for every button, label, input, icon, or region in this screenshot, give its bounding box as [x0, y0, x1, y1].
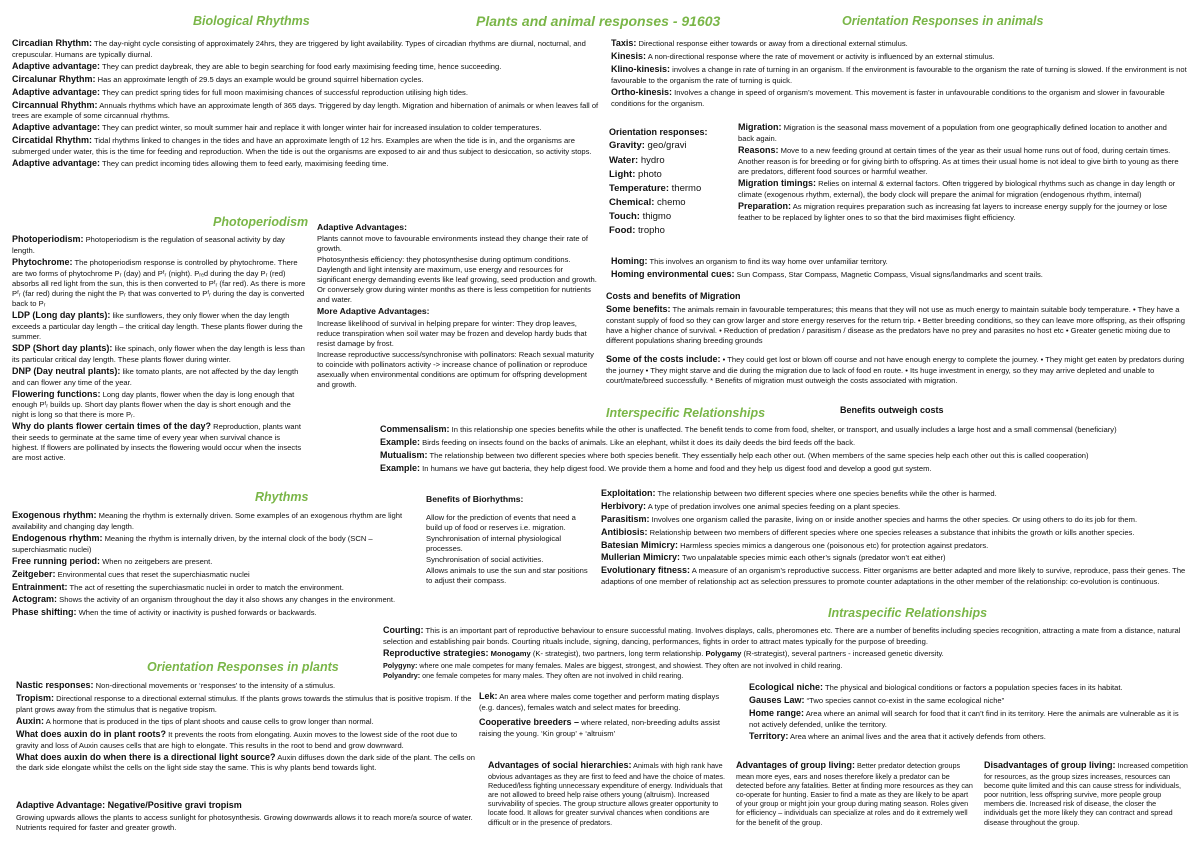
heading-biological-rhythms: Biological Rhythms: [193, 14, 310, 28]
gravitropism-title: Adaptive Advantage: Negative/Positive gravi tropism: [16, 800, 242, 810]
plant-entry: Auxin: A hormone that is produced in the tips of plant shoots and cause cells to grow longer than normal.: [16, 715, 374, 726]
gravitropism-text: Growing upwards allows the plants to access sunlight for photosynthesis. Growing downwards allows it to reach more/a source of water. Nutrients required for faster and greater growth.: [16, 812, 473, 832]
migration-entry: Reasons: Move to a new feeding ground at certain times of the year as their usual home runs out of food, during certain times. Another reason is for breeding or for giving birth to offspring. As at times their usual home is not ideal to give birth to young as there are predators, different food sources or harmful weather.: [738, 144, 1179, 176]
heading-orientation-animals: Orientation Responses in animals: [842, 14, 1044, 28]
adaptive-advantages-title: Adaptive Advantages:: [317, 222, 407, 232]
page-title: Plants and animal responses - 91603: [476, 13, 721, 29]
animal-entry: Ortho-kinesis: Involves a change in speed of organism’s movement. This movement is faster in unfavourable conditions to the organism and slower in favourable conditions for the organism.: [611, 86, 1165, 108]
biorhythms-benefits-section: [426, 494, 591, 587]
migration-section: [738, 122, 1183, 224]
lek-entry: Lek: An area where males come together and perform mating displays (e.g. dances), females watch and select mates for breeding.: [479, 691, 720, 712]
migration-entry: Migration: Migration is the seasonal mass movement of a population from one geographically defined location to another and back again.: [738, 122, 1167, 143]
orientation-item: Touch: thigmo: [609, 210, 672, 222]
adaptive-text: Increase reproductive success/synchronise with pollinators: Reach sexual maturity to coincide with pollinators activity -> increase chance of pollination or reproduce asexually when environmental conditions are optimum for offspring development and growth.: [317, 349, 594, 389]
interspecific-section: [380, 424, 1190, 476]
animal-responses-section: [611, 38, 1191, 110]
adaptive-advantages-section: [317, 222, 597, 391]
interspecific-entry: Example: Birds feeding on insects found on the backs of animals. Like an elephant, whilst it does its daily deeds the bird feeds off the back.: [380, 436, 856, 447]
photo-entry: Photoperiodism: Photoperiodism is the regulation of seasonal activity by day length.: [12, 234, 285, 255]
courting-section: [383, 625, 1189, 682]
photo-entry: Phytochrome: The photoperiodism response is controlled by phytochrome. There are two forms of phytochrome Pᵣ (day) and Pᶠᵣ (night). Pᵣₑd during the day Pᵣ (red) absorbs all red light from the sun, this is then converted to Pᶠᵣ (far red). As there is more Pᶠᵣ (far red) during the night the Pᵣ that was converted to Pᶠᵣ during the day is converted back to Pᵣ: [12, 256, 306, 308]
group-advantages-section: [736, 760, 974, 828]
exploitation-entry: Antibiosis: Relationship between two members of different species where one species releases a substance that inhibits the growth or kills another species.: [601, 526, 1135, 537]
homing-entry: Homing: This involves an organism to find its way home over unfamiliar territory.: [611, 256, 888, 266]
plant-entry: What does auxin do when there is a directional light source? Auxin diffuses down the dark side of the plant. The cells on the dark side elongate whilst the cells on the light side stay the same. This is why plants bend towards light.: [16, 751, 475, 773]
niche-entry: Ecological niche: The physical and biological conditions or factors a population species faces in its habitat.: [749, 682, 1123, 692]
biorhythm-benefit: Allows animals to use the sun and star positions to adjust their compass.: [426, 566, 588, 586]
photo-entry: Why do plants flower certain times of the day? Reproduction, plants want their seeds to germinate at the same time of every year when survival chance is highest. If flowers are pollinated by insects the flowering would occur when the insects are most active.: [12, 421, 302, 463]
group-advantages-entry: Advantages of group living: Better predator detection groups mean more eyes, ears and noses therefore likely a predator can be detected before any fatalities. Better at finding more resources as they can co-operate for hunting. Easier to find a mate as they are likely to be apart of your group or might join your group during mating season. Roles given for efficiency – individuals can specialize at roles and do it extremely well for the benefit of the group.: [736, 760, 973, 827]
plant-entry: Tropism: Directional response to a directional external stimulus. If the plants grows towards the stimulus that is positive tropism. If the plant grows away from the stimulus that is negative tropism.: [16, 692, 472, 714]
bio-entry: Adaptive advantage: They can predict daybreak, they are able to begin searching for food early maximising feeding time, hence succeeding.: [12, 60, 502, 71]
biorhythm-benefit: Allow for the prediction of events that need a build up of food or reserves i.e. migration.: [426, 513, 576, 533]
bio-entry: Adaptive advantage: They can predict spring tides for full moon maximising chances of successful reproduction utilising high tides.: [12, 86, 468, 97]
orientation-responses-list: [609, 126, 734, 238]
bio-entry: Circalunar Rhythm: Has an approximate length of 29.5 days an example would be ground squirrel hibernation cycles.: [12, 73, 424, 84]
polygyny-entry: Polygyny: where one male competes for many females. Males are biggest, strongest, and showiest. They often are not involved in child rearing.: [383, 660, 843, 670]
biorhythm-benefit: Synchronisation of social activities.: [426, 555, 544, 565]
adaptive-text: Photosynthesis efficiency: they photosynthesise during optimum conditions. Daylength and light intensity are maximum, use energy and resources for significant energy demanding events like leaf growing, seed production and growth. Or conversely grow during winter months as there is less competition for nutrients and water.: [317, 255, 597, 305]
rhythm-entry: Phase shifting: When the time of activity or inactivity is pushed forwards or backwards.: [12, 607, 317, 618]
bio-entry: Circatidal Rhythm: Tidal rhythms linked to changes in the tides and have an approximate length of 12 hrs. Examples are when the tide is in, and the organisms are submerged under water, this is the time for feeding and reproduction. When the tide is out the organisms are exposed to air and thus subject to desiccation, so activity stops.: [12, 135, 592, 157]
plant-entry: What does auxin do in plant roots? It prevents the roots from elongating. Auxin moves to the lowest side of the root due to gravity and loss of Auxin causes cells that are high to elongate. This results in the root to bend and grow downward.: [16, 728, 458, 750]
social-hierarchies-section: [488, 760, 730, 828]
niche-entry: Home range: Area where an animal will search for food that it can’t find in its territory. Here the animals are vulnerable as it is not actively defended, unlike the territory.: [749, 707, 1179, 729]
biorhythm-benefit: Synchronisation of internal physiological processes.: [426, 534, 562, 554]
bio-entry: Circadian Rhythm: The day-night cycle consisting of approximately 24hrs, they are triggered by light availability. Types of circadian rhythms are diurnal, nocturnal, and crepuscular. Humans are typically diurnal.: [12, 38, 586, 59]
migration-entry: Migration timings: Relies on internal & external factors. Often triggered by biological rhythms such as change in day length or climate (exogenous rhythm, external), the body clock will prepare the animal for migration (endogenous rhythm, internal): [738, 177, 1176, 199]
interspecific-entry: Mutualism: The relationship between two different species where both species benefit. They essentially help each other out. (When members of the same species help each other out this is called cooperation): [380, 449, 1089, 460]
homing-entry: Homing environmental cues: Sun Compass, Star Compass, Magnetic Compass, Visual signs/landmarks and scent trails.: [611, 268, 1043, 279]
more-adaptive-title: More Adaptive Advantages:: [317, 306, 430, 317]
costs-text: Some of the costs include: • They could get lost or blown off course and not have enough energy to complete the journey. • They might get eaten by predators during the journey • They might starve and die during the migration due to lack of food en route. • Its huge investment in energy, so they may arrive depleted and unable to court/mate/breed successfully. * Benefits of migration must outweigh the costs associated with migration.: [606, 353, 1185, 385]
homing-section: [611, 256, 1191, 282]
animal-entry: Kinesis: A non-directional response where the rate of movement or activity is influenced by an external stimulus.: [611, 50, 995, 61]
photo-entry: Flowering functions: Long day plants, flower when the day is long enough that enough Pᶠᵣ builds up. Short day plants flower when the day is short enough and the night is long so that there is more Pᵣ.: [12, 388, 295, 420]
rhythm-entry: Endogenous rhythm: Meaning the rhythm is internally driven, by the internal clock of the body (SCN – superchiasmatic nuclei): [12, 532, 373, 554]
animal-entry: Klino-kinesis: involves a change in rate of turning in an organism. If the environment is favourable to the organism the rate of turning is slowed. If the environment is not favourable to the organism the rate of turning is quick.: [611, 63, 1187, 85]
orientation-item: Food: tropho: [609, 225, 665, 237]
interspecific-entry: Example: In humans we have gut bacteria, they help digest food. We provide them a home and food and they help us digest food and develop a good gut system.: [380, 462, 932, 473]
rhythm-entry: Zeitgeber: Environmental cues that reset the superchiasmatic nuclei: [12, 568, 250, 579]
rhythm-entry: Entrainment: The act of resetting the superchiasmatic nuclei in order to match the environment.: [12, 581, 344, 592]
biological-rhythms-section: [12, 38, 600, 171]
heading-rhythms: Rhythms: [255, 490, 309, 504]
photo-entry: DNP (Day neutral plants): like tomato plants, are not affected by the day length and can flower any time of the year.: [12, 365, 299, 387]
photoperiodism-section: [12, 234, 307, 464]
benefits-outweigh-label: Benefits outweigh costs: [840, 405, 944, 415]
heading-intraspecific: Intraspecific Relationships: [828, 606, 988, 620]
repro-entry: Reproductive strategies: Monogamy (K- strategist), two partners, long term relationship. Polygamy (R-strategist), several partners - increased genetic diversity.: [383, 647, 944, 658]
group-disadvantages-section: [984, 760, 1190, 828]
photo-entry: LDP (Long day plants): like sunflowers, they only flower when the day length exceeds a particular day length – the critical day length. These plants flower during the summer.: [12, 309, 303, 341]
heading-orientation-plants: Orientation Responses in plants: [147, 660, 339, 674]
orientation-item: Temperature: thermo: [609, 182, 702, 194]
bio-entry: Adaptive advantage: They can predict winter, so moult summer hair and replace it with longer winter hair for increased insulation to colder temperatures.: [12, 122, 542, 133]
orientation-item: Water: hydro: [609, 154, 665, 166]
exploitation-entry: Batesian Mimicry: Harmless species mimics a dangerous one (poisonous etc) for protection against predators.: [601, 539, 989, 550]
polyandry-entry: Polyandry: one female competes for many males. They often are not involved in child rearing.: [383, 671, 684, 681]
rhythm-entry: Actogram: Shows the activity of an organism throughout the day it also shows any changes in the environment.: [12, 594, 396, 605]
orientation-item: Light: photo: [609, 168, 662, 180]
plant-entry: Nastic responses: Non-directional movements or ‘responses’ to the intensity of a stimulus.: [16, 680, 336, 690]
exploitation-entry: Exploitation: The relationship between two different species where one species benefits while the other is harmed.: [601, 488, 997, 498]
exploitation-entry: Parasitism: Involves one organism called the parasite, living on or inside another species and harms the other species. Or using others to do its job for them.: [601, 513, 1138, 524]
costs-benefits-section: [606, 291, 1190, 387]
exploitation-entry: Evolutionary fitness: A measure of an organism’s reproductive success. Fitter organisms are better adapted and more likely to survive, reproduce, pass their genes. The adaptions of one member of relationship act as selection pressures to promote counter adaptations in the other member of the relationship: co-evolution is continuous.: [601, 565, 1186, 587]
niche-entry: Territory: Area where an animal lives and the area that it actively defends from others.: [749, 730, 1046, 741]
gravitropism-section: [16, 800, 478, 834]
migration-entry: Preparation: As migration requires preparation such as increasing fat layers to increase energy supply for the journey or lose feather to be replaced by lighter ones to so that the bird maximises flight efficiency.: [738, 200, 1168, 222]
group-disadvantages-entry: Disadvantages of group living: Increased competition for resources, as the group sizes increases, resources can become quite limited and this can cause stress for individuals, poor nutrition, less offspring survive, more people group members die. Increased risk of disease, the closer the individuals get the more likely they can contract and spread disease throughout the group.: [984, 760, 1188, 827]
animal-entry: Taxis: Directional response either towards or away from a directional external stimulus.: [611, 38, 908, 48]
orientation-list-title: Orientation responses:: [609, 127, 708, 137]
exploitation-section: [601, 488, 1191, 588]
cooperative-entry: Cooperative breeders – where related, non-breeding adults assist raising the young. ‘Kin group’ + ‘altruism’: [479, 716, 721, 738]
exploitation-entry: Mullerian Mimicry: Two unpalatable species mimic each other’s signals (predator won’t eat either): [601, 552, 946, 563]
adaptive-text: Plants cannot move to favourable environments instead they change their rate of growth.: [317, 234, 589, 254]
lek-section: [479, 691, 729, 740]
adaptive-text: Increase likelihood of survival in helping prepare for winter: They drop leaves, reduce transpiration when soil water may be frozen and develop hardy buds that resist damage by frost.: [317, 318, 587, 348]
orientation-item: Gravity: geo/gravi: [609, 140, 687, 152]
photo-entry: SDP (Short day plants): like spinach, only flower when the day length is less than its particular critical day length. These plants flower during winter.: [12, 342, 305, 364]
orientation-item: Chemical: chemo: [609, 196, 686, 208]
biorhythms-title: Benefits of Biorhythms:: [426, 494, 524, 504]
bio-entry: Circannual Rhythm: Annuals rhythms which have an approximate length of 365 days. Triggered by day length. Migration and hibernation of animals or when leaves fall of trees are example of some circannual rhythms.: [12, 99, 599, 121]
bio-entry: Adaptive advantage: They can predict incoming tides allowing them to feed early, maximising feeding time.: [12, 158, 389, 169]
rhythm-entry: Free running period: When no zeitgebers are present.: [12, 555, 213, 566]
heading-photoperiodism: Photoperiodism: [213, 215, 309, 229]
rhythm-entry: Exogenous rhythm: Meaning the rhythm is externally driven. Some examples of an exogenous rhythm are light availability and changing day length.: [12, 510, 403, 531]
niche-section: [749, 682, 1189, 744]
interspecific-entry: Commensalism: In this relationship one species benefits while the other is unaffected. The benefit tends to come from food, shelter, or transport, and usually includes a large host and a small commensal (beneficiary): [380, 424, 1117, 434]
heading-interspecific: Interspecific Relationships: [606, 406, 766, 420]
niche-entry: Gauses Law: “Two species cannot co-exist in the same ecological niche”: [749, 694, 1005, 705]
courting-entry: Courting: This is an important part of reproductive behaviour to ensure successful mating. Involves displays, calls, pheromones etc. There are a number of benefits including species recognition, attracting a mate from a distance, natural selection and establishing pair bonds. Courting rituals include, signing, dancing, performances, fights in order to attract mates typically for the purpose of breeding.: [383, 625, 1181, 646]
social-entry: Advantages of social hierarchies: Animals with high rank have obvious advantages as they are first to feed and have the choice of mates. Reduced/less fighting unnecessary expenditure of energy. Individuals that are not allowed to breed help raise others young (altruism). Increased survivability of species. The group structure allows greater opportunity to locate food. It allows for greater survival chances when conditions are difficult or in the presence of predators.: [488, 760, 725, 827]
rhythms-section: [12, 510, 412, 620]
costs-title: Costs and benefits of Migration: [606, 291, 741, 301]
exploitation-entry: Herbivory: A type of predation involves one animal species feeding on a plant species.: [601, 500, 901, 511]
benefits-text: Some benefits: The animals remain in favourable temperatures; this means that they will not use as much energy to maintain suitable body temperature. • They have a constant supply of food so they can grow larger and store energy reserves for the return trip. • Better breeding conditions, so they can leave more offspring, as their offspring have a higher chance of survival. • Reduction of predation / parasitism / disease as the predators have no prey and parasites no host etc • Greater genetic mixing due to different populations sharing breeding grounds: [606, 303, 1185, 345]
plant-responses-section: [16, 680, 478, 774]
